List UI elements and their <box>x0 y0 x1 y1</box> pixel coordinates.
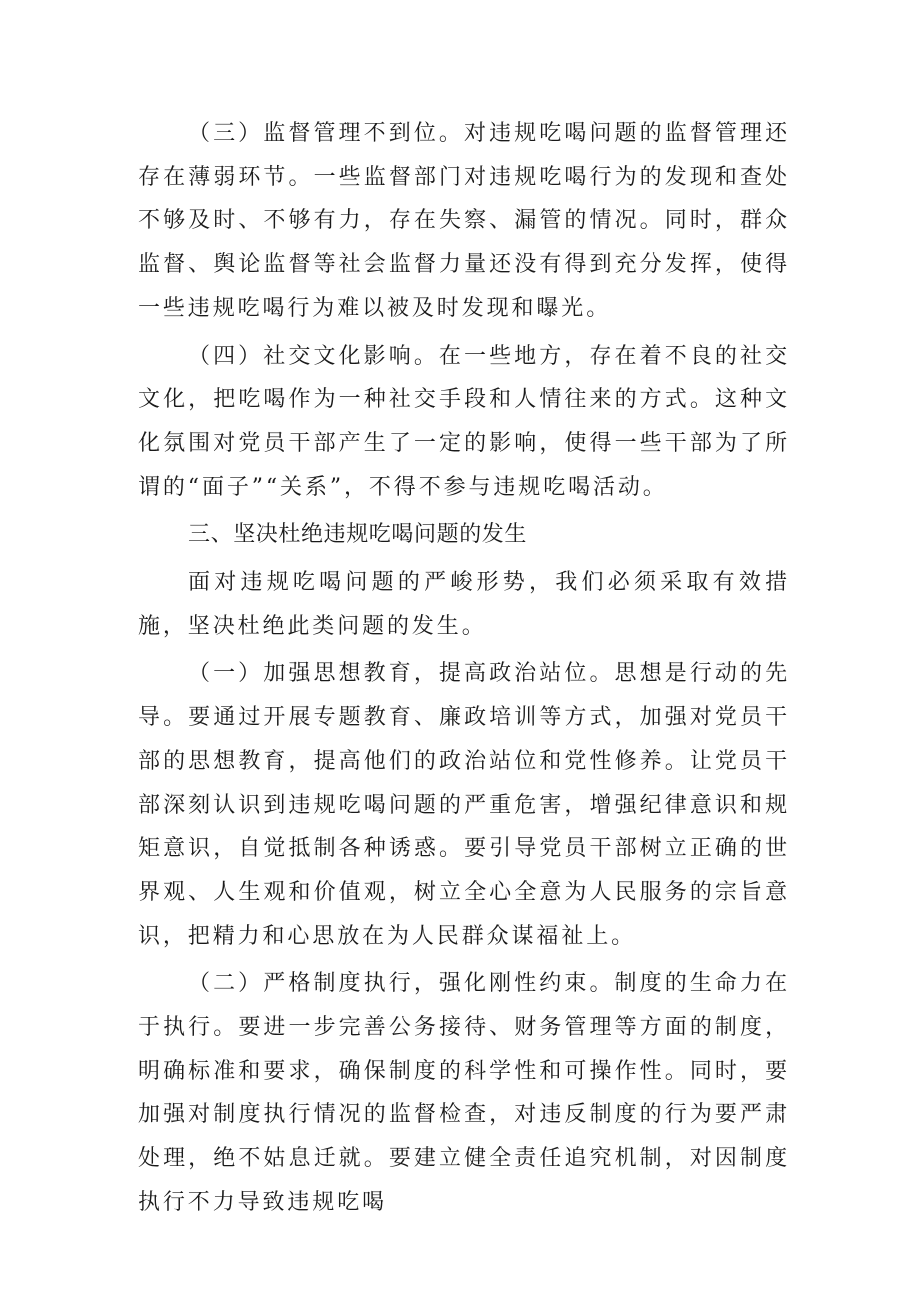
paragraph-supervision: （三）监督管理不到位。对违规吃喝问题的监督管理还存在薄弱环节。一些监督部门对违规吃喝行为的发现和查处不够及时、不够有力，存在失察、漏管的情况。同时，群众监督、舆论监督等社会监督力量还没有得到充分发挥，使得一些违规吃喝行为难以被及时发现和曝光。 <box>138 121 790 321</box>
document-page <box>138 112 790 1229</box>
section-heading: 三、坚决杜绝违规吃喝问题的发生 <box>188 522 528 548</box>
paragraph-education: （一）加强思想教育，提高政治站位。思想是行动的先导。要通过开展专题教育、廉政培训等方式，加强对党员干部的思想教育，提高他们的政治站位和党性修养。让党员干部深刻认识到违规吃喝问题的严重危害，增强纪律意识和规矩意识，自觉抵制各种诱惑。要引导党员干部树立正确的世界观、人生观和价值观，树立全心全意为人民服务的宗旨意识，把精力和心思放在为人民群众谋福祉上。 <box>138 661 790 949</box>
paragraph-system: （二）严格制度执行，强化刚性约束。制度的生命力在于执行。要进一步完善公务接待、财务管理等方面的制度，明确标准和要求，确保制度的科学性和可操作性。同时，要加强对制度执行情况的监督检查，对违反制度的行为要严肃处理，绝不姑息迁就。要建立健全责任追究机制，对因制度执行不力导致违规吃喝 <box>138 971 790 1215</box>
paragraph-intro: 面对违规吃喝问题的严峻形势，我们必须采取有效措施，坚决杜绝此类问题的发生。 <box>138 570 790 639</box>
paragraph-social-culture: （四）社交文化影响。在一些地方，存在着不良的社交文化，把吃喝作为一种社交手段和人情往来的方式。这种文化氛围对党员干部产生了一定的影响，使得一些干部为了所谓的“面子”“关系”，不得不参与违规吃喝活动。 <box>138 343 790 500</box>
